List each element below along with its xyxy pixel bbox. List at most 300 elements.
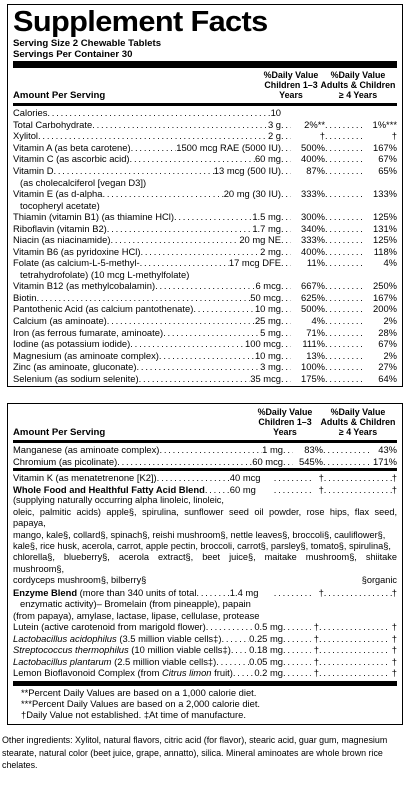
dot-leader	[274, 484, 314, 495]
nutrient-label	[13, 633, 221, 644]
dv-adults: 27%	[378, 361, 397, 373]
dv-children: 400%	[301, 245, 325, 257]
dot-leader	[319, 621, 389, 632]
nutrient-amount: 100 mcg	[245, 338, 281, 350]
nutrient-row	[13, 633, 397, 645]
nutrient-amount: 2 mg	[260, 245, 281, 257]
dot-leader	[325, 188, 363, 199]
nutrient-label: Pantothenic Acid (as calcium pantothenate)	[13, 303, 194, 315]
nutrient-row	[13, 373, 397, 385]
nutrient-amount: 0.18 mg	[249, 644, 283, 656]
dv-adults: 2%	[383, 349, 397, 361]
nutrient-amount: 2 g	[267, 130, 281, 142]
dot-leader	[325, 292, 363, 303]
header-line: ≥ 4 Years	[338, 427, 378, 437]
nutrient-amount: 0.25 mg	[249, 632, 283, 644]
blend-line: cordyceps mushroom§, bilberry§	[13, 575, 147, 586]
dv-adults: †	[391, 130, 397, 142]
dv-children: 400%	[301, 153, 325, 165]
nutrient-amount: 6 mcg	[255, 280, 281, 292]
dv-adults: 250%	[373, 280, 397, 292]
dot-leader	[281, 361, 291, 372]
dot-leader	[325, 338, 363, 349]
dot-leader	[92, 119, 268, 130]
dot-leader	[325, 327, 363, 338]
dot-leader	[319, 667, 389, 678]
dv-adults: 133%	[373, 187, 397, 199]
dot-leader	[325, 315, 363, 326]
blend-line: chlorella§, blueberry§, acerola extract§, beet juice§, maitake mushroom§, shiitake mushroom§,	[13, 552, 397, 574]
nutrient-amount: 60 mcg	[252, 455, 283, 467]
nutrient-label: Riboflavin (vitamin B2)	[13, 222, 107, 234]
blend-line: mango, kale§, collard§, spinach§, reishi mushroom§, nettle leaves§, broccoli§, cauliflower§,	[13, 529, 386, 540]
dot-leader	[281, 292, 291, 303]
dot-leader	[325, 350, 363, 361]
nutrient-amount: 10	[270, 107, 281, 118]
dv-children: 500%	[301, 303, 325, 315]
nutrient-amount: 20 mg NE	[239, 234, 281, 246]
label-part: (2.5 million viable cells‡)	[111, 655, 217, 667]
dot-leader	[283, 656, 311, 667]
dv-children: †	[313, 667, 319, 679]
nutrient-amount: 3 mg	[260, 361, 281, 373]
nutrient-label: Vitamin K (as menatetrenone [K2])	[13, 472, 157, 484]
dot-leader	[157, 472, 230, 483]
nutrient-row	[13, 361, 397, 373]
nutrient-amount: 0.2 mg	[254, 667, 283, 679]
dot-leader	[323, 456, 371, 467]
nutrient-label: Chromium (as picolinate)	[13, 455, 118, 467]
dot-leader	[155, 280, 255, 291]
dot-leader	[325, 361, 363, 372]
nutrient-label: Magnesium (as aminoate complex)	[13, 349, 159, 361]
amount-per-serving-heading: Amount Per Serving	[13, 426, 106, 438]
dot-leader	[283, 456, 293, 467]
nutrient-row	[13, 234, 397, 246]
dot-leader	[233, 667, 254, 678]
nutrient-label: Zinc (as aminoate, gluconate)	[13, 361, 137, 373]
dot-leader	[216, 656, 249, 667]
dv-adults: †	[391, 472, 397, 484]
label-part: (3.5 million viable cells‡)	[116, 632, 222, 644]
nutrient-label	[13, 656, 216, 667]
nutrient-row-whole-food-blend	[13, 484, 397, 496]
nutrient-label: Selenium (as sodium selenite)	[13, 373, 139, 385]
nutrient-label: Vitamin A (as beta carotene)	[13, 141, 131, 153]
dot-leader	[325, 130, 363, 141]
dot-leader	[107, 223, 253, 234]
dot-leader	[281, 153, 291, 164]
nutrient-row	[13, 223, 397, 235]
dv-adults: 64%	[378, 373, 397, 385]
nutrient-amount: 17 mcg DFE	[228, 257, 281, 269]
dv-children: 500%	[301, 141, 325, 153]
dot-leader	[231, 644, 249, 655]
dv-adults: †	[391, 632, 397, 644]
header-line: ≥ 4 Years	[338, 90, 378, 100]
dot-leader	[174, 211, 252, 222]
header-line: Years	[273, 427, 297, 437]
nutrient-label: Iodine (as potassium iodide)	[13, 338, 131, 350]
footnote: **Percent Daily Values are based on a 1,000 calorie diet.	[21, 686, 257, 698]
dv-children: †	[313, 655, 319, 667]
dot-leader	[110, 234, 239, 245]
adults-dv-header	[319, 407, 397, 437]
nutrient-label: Xylitol	[13, 130, 39, 142]
nutrient-amount: 20 mg (30 IU)	[223, 187, 281, 199]
header-line: %Daily Value	[330, 407, 386, 417]
thick-divider	[13, 61, 397, 68]
nutrient-label: Lutein (active carotenoid from marigold flower)	[13, 621, 206, 632]
footnotes	[13, 687, 397, 720]
blend-ingredients	[13, 495, 397, 586]
dot-leader	[325, 234, 363, 245]
nutrient-amount: 50 mcg	[250, 291, 281, 303]
dot-leader	[325, 153, 363, 164]
dot-leader	[325, 119, 363, 130]
nutrient-amount: 1.5 mg	[252, 210, 281, 222]
dot-leader	[283, 633, 311, 644]
dv-adults: 118%	[373, 245, 397, 257]
label-part: (10 million viable cells‡)	[128, 644, 231, 656]
dot-leader	[205, 484, 230, 495]
dot-leader	[325, 142, 363, 153]
nutrient-amount: 35 mcg	[250, 373, 281, 385]
dot-leader	[281, 234, 291, 245]
serving-size: Serving Size 2 Chewable Tablets	[13, 38, 162, 49]
dot-leader	[139, 373, 251, 384]
enzyme-line: (from papaya), amylase, lactase, lipase, cellulase, protease	[13, 609, 260, 621]
dv-adults: 167%	[373, 291, 397, 303]
nutrient-amount: 60 mg	[254, 153, 281, 165]
dot-leader	[117, 456, 252, 467]
nutrient-row	[13, 246, 397, 258]
medium-divider	[13, 103, 397, 106]
dv-adults: 125%	[373, 234, 397, 246]
header-line: %Daily Value	[330, 70, 386, 80]
dot-leader	[140, 246, 260, 257]
enzyme-line: enzymatic activity)– Bromelain (from pineapple), papain	[20, 598, 251, 610]
dv-children: †	[318, 483, 324, 495]
dv-children: †	[318, 586, 324, 598]
dot-leader	[325, 373, 363, 384]
nutrient-label	[13, 644, 231, 655]
header-line: Children 1–3	[258, 417, 312, 427]
nutrient-list	[13, 107, 397, 385]
dot-leader	[325, 257, 363, 268]
dot-leader	[283, 667, 311, 678]
label-italic-part: Lactobacillus plantarum	[13, 655, 112, 667]
nutrient-row	[13, 292, 397, 304]
enzyme-label-rest: (more than 340 units of total	[77, 586, 197, 598]
nutrient-row	[13, 142, 397, 154]
nutrient-row	[13, 644, 397, 656]
column-header	[13, 406, 397, 439]
dot-leader	[221, 633, 249, 644]
dot-leader	[102, 188, 223, 199]
dv-children: †	[313, 632, 319, 644]
dv-children: 100%	[301, 361, 325, 373]
dot-leader	[107, 315, 255, 326]
nutrient-row	[13, 107, 397, 119]
dot-leader	[36, 292, 250, 303]
nutrient-label: Biotin	[13, 291, 37, 303]
dot-leader	[324, 484, 392, 495]
label-part: fruit)	[211, 667, 233, 679]
nutrient-row	[13, 338, 397, 350]
label-part: Lemon Bioflavonoid Complex (from	[13, 667, 163, 679]
nutrient-amount: 13 mcg (500 IU)	[213, 164, 281, 176]
dot-leader	[281, 246, 291, 257]
organic-key: §organic	[361, 575, 397, 586]
nutrient-row	[13, 119, 397, 131]
dot-leader	[283, 444, 293, 455]
nutrient-row	[13, 667, 397, 679]
panel-title: Supplement Facts	[13, 6, 268, 38]
nutrient-row	[13, 165, 397, 177]
dv-adults: 28%	[378, 326, 397, 338]
nutrient-label: Calcium (as aminoate)	[13, 315, 107, 327]
nutrient-amount: 10 mg	[254, 303, 281, 315]
blend-line: oleic, palmitic acids) apple§, spirulina, sunflower seed oil powder, rose hips, flax seed, papaya,	[13, 506, 397, 529]
dot-leader	[130, 338, 245, 349]
dot-leader	[283, 621, 311, 632]
dv-adults: 131%	[373, 222, 397, 234]
nutrient-amount: 60 mg	[229, 483, 256, 495]
dv-children: †	[313, 621, 319, 632]
header-line: Adults & Children	[320, 80, 396, 90]
dot-leader	[137, 361, 261, 372]
nutrient-amount: 10 mg	[254, 349, 281, 361]
column-header	[13, 69, 397, 102]
dv-children: 11%	[306, 257, 325, 269]
dv-children: 87%	[306, 164, 325, 176]
dv-adults: †	[391, 667, 397, 679]
nutrient-row	[13, 350, 397, 362]
dv-adults: 65%	[378, 164, 397, 176]
dot-leader	[47, 107, 270, 118]
dv-adults: 200%	[373, 303, 397, 315]
nutrient-amount: 0.05 mg	[249, 655, 283, 667]
nutrient-label: Vitamin B6 (as pyridoxine HCl)	[13, 245, 141, 257]
supplement-facts-panel	[7, 4, 403, 387]
nutrient-row	[13, 327, 397, 339]
dot-leader	[38, 130, 268, 141]
header-line: Years	[279, 90, 303, 100]
nutrient-label: Vitamin D	[13, 164, 54, 176]
nutrient-row	[13, 211, 397, 223]
nutrient-row	[13, 456, 397, 468]
children-dv-header	[259, 70, 323, 100]
dot-leader	[281, 280, 291, 291]
dv-children: †	[313, 644, 319, 656]
dv-children: 71%	[306, 326, 325, 338]
dv-adults: 171%	[373, 455, 397, 467]
nutrient-label	[13, 667, 233, 678]
dot-leader	[159, 444, 262, 455]
nutrient-row-enzyme-blend	[13, 587, 397, 599]
dot-leader	[159, 350, 255, 361]
dot-leader	[323, 444, 371, 455]
dot-leader	[140, 257, 229, 268]
dot-leader	[274, 587, 314, 598]
dot-leader	[325, 165, 363, 176]
dot-leader	[324, 472, 392, 483]
header-line: Adults & Children	[320, 417, 396, 427]
dot-leader	[163, 327, 260, 338]
nutrient-row	[13, 444, 397, 456]
dot-leader	[281, 223, 291, 234]
dot-leader	[319, 656, 389, 667]
nutrient-row	[13, 315, 397, 327]
footnote: ***Percent Daily Values are based on a 2,000 calorie diet.	[21, 697, 261, 709]
nutrient-label: Iron (as ferrous fumarate, aminoate)	[13, 326, 164, 338]
header-line: Children 1–3	[264, 80, 318, 90]
header-line: %Daily Value	[263, 70, 319, 80]
dv-adults: †	[391, 586, 397, 598]
nutrient-amount: 1.7 mg	[252, 222, 281, 234]
medium-divider	[13, 468, 397, 471]
nutrient-label: Total Carbohydrate	[13, 118, 93, 130]
dot-leader	[281, 327, 291, 338]
medium-divider	[13, 440, 397, 443]
dv-children: 333%	[301, 187, 325, 199]
nutrient-amount: 25 mg	[254, 315, 281, 327]
blend-line: kale§, rice husk, acerola, carrot, apple pectin, broccoli, carrot§, parsley§, tomato§, spirulina§,	[13, 541, 391, 551]
dot-leader	[324, 587, 392, 598]
nutrient-row-vitamin-k	[13, 472, 397, 484]
dot-leader	[325, 303, 363, 314]
nutrient-label	[13, 587, 196, 598]
dv-adults: †	[391, 655, 397, 667]
dv-children: 300%	[301, 210, 325, 222]
dv-adults: 1%***	[372, 118, 397, 130]
dv-children: 2%**	[304, 118, 325, 130]
dv-adults: †	[391, 644, 397, 656]
dot-leader	[196, 587, 229, 598]
nutrient-continuation: (as cholecalciferol [vegan D3])	[20, 176, 147, 188]
nutrient-amount: 1 mg	[262, 444, 283, 455]
supplement-facts-panel-continued	[7, 403, 403, 725]
dv-adults: †	[391, 483, 397, 495]
dv-children: 175%	[301, 373, 325, 385]
nutrient-row	[13, 188, 397, 200]
dot-leader	[281, 303, 291, 314]
nutrient-amount: 3 g	[267, 118, 281, 130]
dv-adults: †	[391, 621, 397, 632]
nutrient-continuation: tetrahydrofolate) (10 mcg L-methylfolate)	[20, 268, 190, 280]
dot-leader	[281, 350, 291, 361]
children-dv-header	[253, 407, 317, 437]
nutrient-amount: 0.5 mg	[254, 621, 283, 632]
dv-children: †	[318, 472, 324, 484]
other-ingredients: Other ingredients: Xylitol, natural flavors, citric acid (for flavor), stearic acid, guar gum, magnesium stearate, natural color (beet juice, grape, annatto), silica. Mineral aminoates are whole brown rice chelates.	[2, 735, 388, 771]
dv-adults: 67%	[378, 338, 397, 350]
dot-leader	[325, 211, 363, 222]
dot-leader	[281, 119, 291, 130]
dv-children: 340%	[301, 222, 325, 234]
dv-children: 4%	[311, 315, 325, 327]
nutrient-row	[13, 656, 397, 668]
servings-per-container: Servings Per Container 30	[13, 49, 133, 60]
dot-leader	[281, 338, 291, 349]
nutrient-label: Thiamin (vitamin B1) (as thiamine HCl)	[13, 210, 174, 222]
nutrient-label: Vitamin B12 (as methylcobalamin)	[13, 280, 156, 292]
label-italic-part: Citrus limon	[162, 667, 212, 679]
dot-leader	[325, 223, 363, 234]
dot-leader	[319, 633, 389, 644]
header-line: %Daily Value	[257, 407, 313, 417]
dv-adults: 67%	[378, 153, 397, 165]
probiotic-list	[13, 621, 397, 679]
dv-children: 545%	[299, 455, 323, 467]
mineral-list	[13, 444, 397, 467]
dv-children: 13%	[306, 349, 325, 361]
nutrient-continuation: tocopheryl acetate)	[20, 199, 100, 211]
nutrient-row	[13, 621, 397, 633]
nutrient-label: Manganese (as aminoate complex)	[13, 444, 160, 455]
nutrient-label: Vitamin C (as ascorbic acid)	[13, 153, 130, 165]
dv-children: 333%	[301, 234, 325, 246]
dot-leader	[281, 165, 291, 176]
dv-children: †	[319, 130, 325, 142]
dv-adults: 2%	[383, 315, 397, 327]
dv-children: 83%	[304, 444, 323, 455]
thick-divider	[13, 681, 397, 686]
dv-adults: 4%	[383, 257, 397, 269]
nutrient-amount: 40 mcg	[229, 472, 261, 484]
amount-per-serving-heading: Amount Per Serving	[13, 89, 106, 101]
dv-children: 625%	[301, 291, 325, 303]
dot-leader	[319, 644, 389, 655]
dot-leader	[281, 315, 291, 326]
dot-leader	[206, 621, 255, 632]
nutrient-label: Whole Food and Healthful Fatty Acid Blend	[13, 483, 205, 495]
nutrient-row	[13, 257, 397, 269]
blend-line-last	[13, 575, 397, 586]
dv-children: 111%	[302, 338, 325, 350]
dv-children: 667%	[301, 280, 325, 292]
nutrient-row	[13, 130, 397, 142]
nutrient-row	[13, 153, 397, 165]
dot-leader	[131, 142, 177, 153]
dot-leader	[281, 211, 291, 222]
nutrient-amount: 1.4 mg	[229, 586, 259, 598]
nutrient-row	[13, 280, 397, 292]
nutrient-label: Niacin (as niacinamide)	[13, 234, 111, 246]
dot-leader	[281, 130, 291, 141]
dot-leader	[281, 373, 291, 384]
nutrient-amount: 1500 mcg RAE (5000 IU)	[176, 141, 281, 153]
dot-leader	[283, 644, 311, 655]
dot-leader	[193, 303, 255, 314]
dot-leader	[325, 280, 363, 291]
dot-leader	[53, 165, 213, 176]
nutrient-label: Vitamin E (as d-alpha	[13, 187, 103, 199]
nutrient-row	[13, 303, 397, 315]
dv-adults: 125%	[373, 210, 397, 222]
adults-dv-header	[319, 70, 397, 100]
label-italic-part: Streptococcus thermophilus	[13, 644, 129, 656]
enzyme-label-bold: Enzyme Blend	[13, 586, 78, 598]
blend-line: (supplying naturally occurring alpha linoleic, linoleic,	[13, 495, 224, 506]
dot-leader	[325, 246, 363, 257]
nutrient-amount: 5 mg	[260, 326, 281, 338]
dot-leader	[274, 472, 314, 483]
dot-leader	[130, 153, 255, 164]
footnote: †Daily Value not established. ‡At time of manufacture.	[21, 708, 246, 720]
dot-leader	[281, 142, 291, 153]
